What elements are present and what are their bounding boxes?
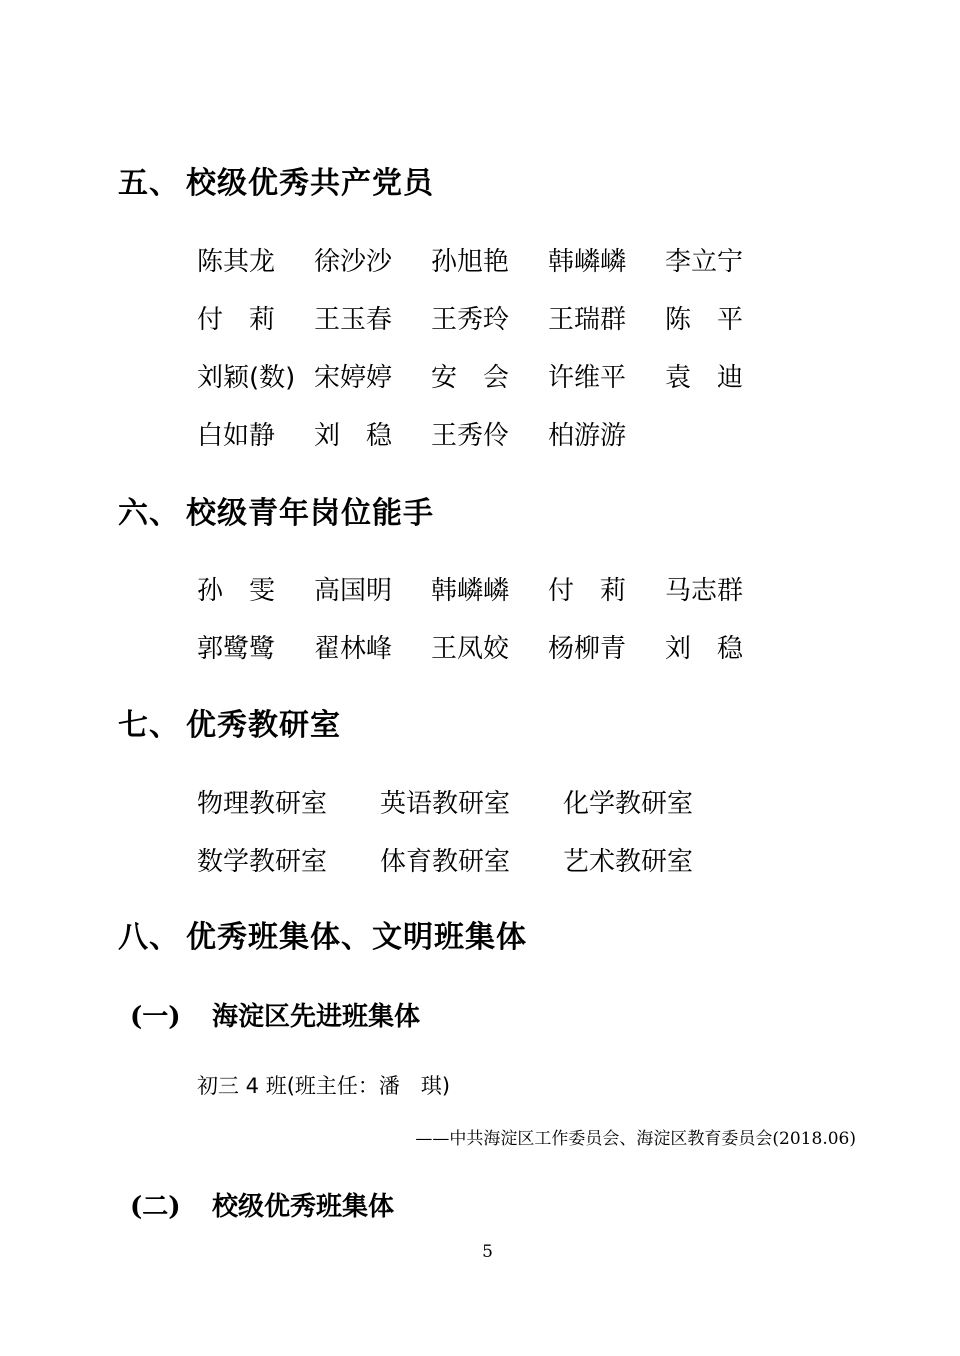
name-grid-youth-experts	[197, 559, 782, 675]
name-cell: 白如静	[197, 420, 276, 451]
name-cell: 陈 平	[665, 304, 744, 335]
name-cell: 刘 稳	[314, 420, 393, 451]
subsection-title: 海淀区先进班集体	[212, 1002, 421, 1032]
name-row	[197, 559, 782, 617]
name-cell: 王瑞群	[548, 304, 627, 335]
name-cell: 王秀伶	[431, 420, 510, 451]
section-heading-6	[118, 488, 434, 532]
section-number: 六、	[118, 496, 180, 531]
name-row	[197, 288, 782, 346]
source-attribution: ——中共海淀区工作委员会、海淀区教育委员会(2018.06)	[415, 1129, 856, 1149]
name-cell: 付 莉	[197, 304, 276, 335]
class-entry: 初三 4 班(班主任：潘 琪)	[197, 1074, 451, 1098]
name-row	[197, 346, 782, 404]
section-heading-8	[118, 912, 527, 956]
name-cell: 孙旭艳	[431, 246, 510, 277]
name-cell: 艺术教研室	[563, 846, 694, 877]
name-cell: 物理教研室	[197, 788, 328, 819]
name-cell: 徐沙沙	[314, 246, 393, 277]
name-cell: 孙 雯	[197, 575, 276, 606]
section-heading-7	[118, 700, 341, 744]
subsection-number: (二)	[130, 1192, 181, 1222]
name-row	[197, 230, 782, 288]
section-title: 优秀班集体、文明班集体	[186, 920, 527, 955]
name-row	[197, 772, 746, 830]
section-number: 五、	[118, 166, 180, 201]
name-cell: 安 会	[431, 362, 510, 393]
name-grid-party-members	[197, 230, 782, 462]
name-cell: 王玉春	[314, 304, 393, 335]
section-number: 七、	[118, 708, 180, 743]
subsection-title: 校级优秀班集体	[212, 1192, 395, 1222]
name-cell: 翟林峰	[314, 633, 393, 664]
name-cell: 韩嶙嶙	[431, 575, 510, 606]
name-cell: 高国明	[314, 575, 393, 606]
name-cell: 袁 迪	[665, 362, 744, 393]
section-title: 优秀教研室	[186, 708, 341, 743]
name-cell: 刘颖(数)	[197, 362, 296, 393]
section-title: 校级青年岗位能手	[186, 496, 434, 531]
name-row	[197, 404, 782, 462]
name-cell: 付 莉	[548, 575, 627, 606]
name-cell: 化学教研室	[563, 788, 694, 819]
section-heading-5	[118, 158, 434, 202]
name-row	[197, 617, 782, 675]
subsection-heading-1	[130, 996, 420, 1033]
name-cell: 许维平	[548, 362, 627, 393]
subsection-heading-2	[130, 1186, 394, 1223]
name-cell: 英语教研室	[380, 788, 511, 819]
name-grid-research-offices	[197, 772, 746, 888]
name-cell: 体育教研室	[380, 846, 511, 877]
name-cell: 马志群	[665, 575, 744, 606]
name-cell: 李立宁	[665, 246, 744, 277]
name-cell: 数学教研室	[197, 846, 328, 877]
name-cell: 王秀玲	[431, 304, 510, 335]
name-cell: 柏游游	[548, 420, 627, 451]
name-cell: 王凤姣	[431, 633, 510, 664]
subsection-number: (一)	[130, 1002, 181, 1032]
section-number: 八、	[118, 920, 180, 955]
name-row	[197, 830, 746, 888]
name-cell: 刘 稳	[665, 633, 744, 664]
name-cell: 宋婷婷	[314, 362, 393, 393]
name-cell: 韩嶙嶙	[548, 246, 627, 277]
name-cell: 陈其龙	[197, 246, 276, 277]
section-title: 校级优秀共产党员	[186, 166, 434, 201]
page-number: 5	[482, 1242, 493, 1262]
name-cell: 郭鹭鹭	[197, 633, 276, 664]
name-cell: 杨柳青	[548, 633, 627, 664]
